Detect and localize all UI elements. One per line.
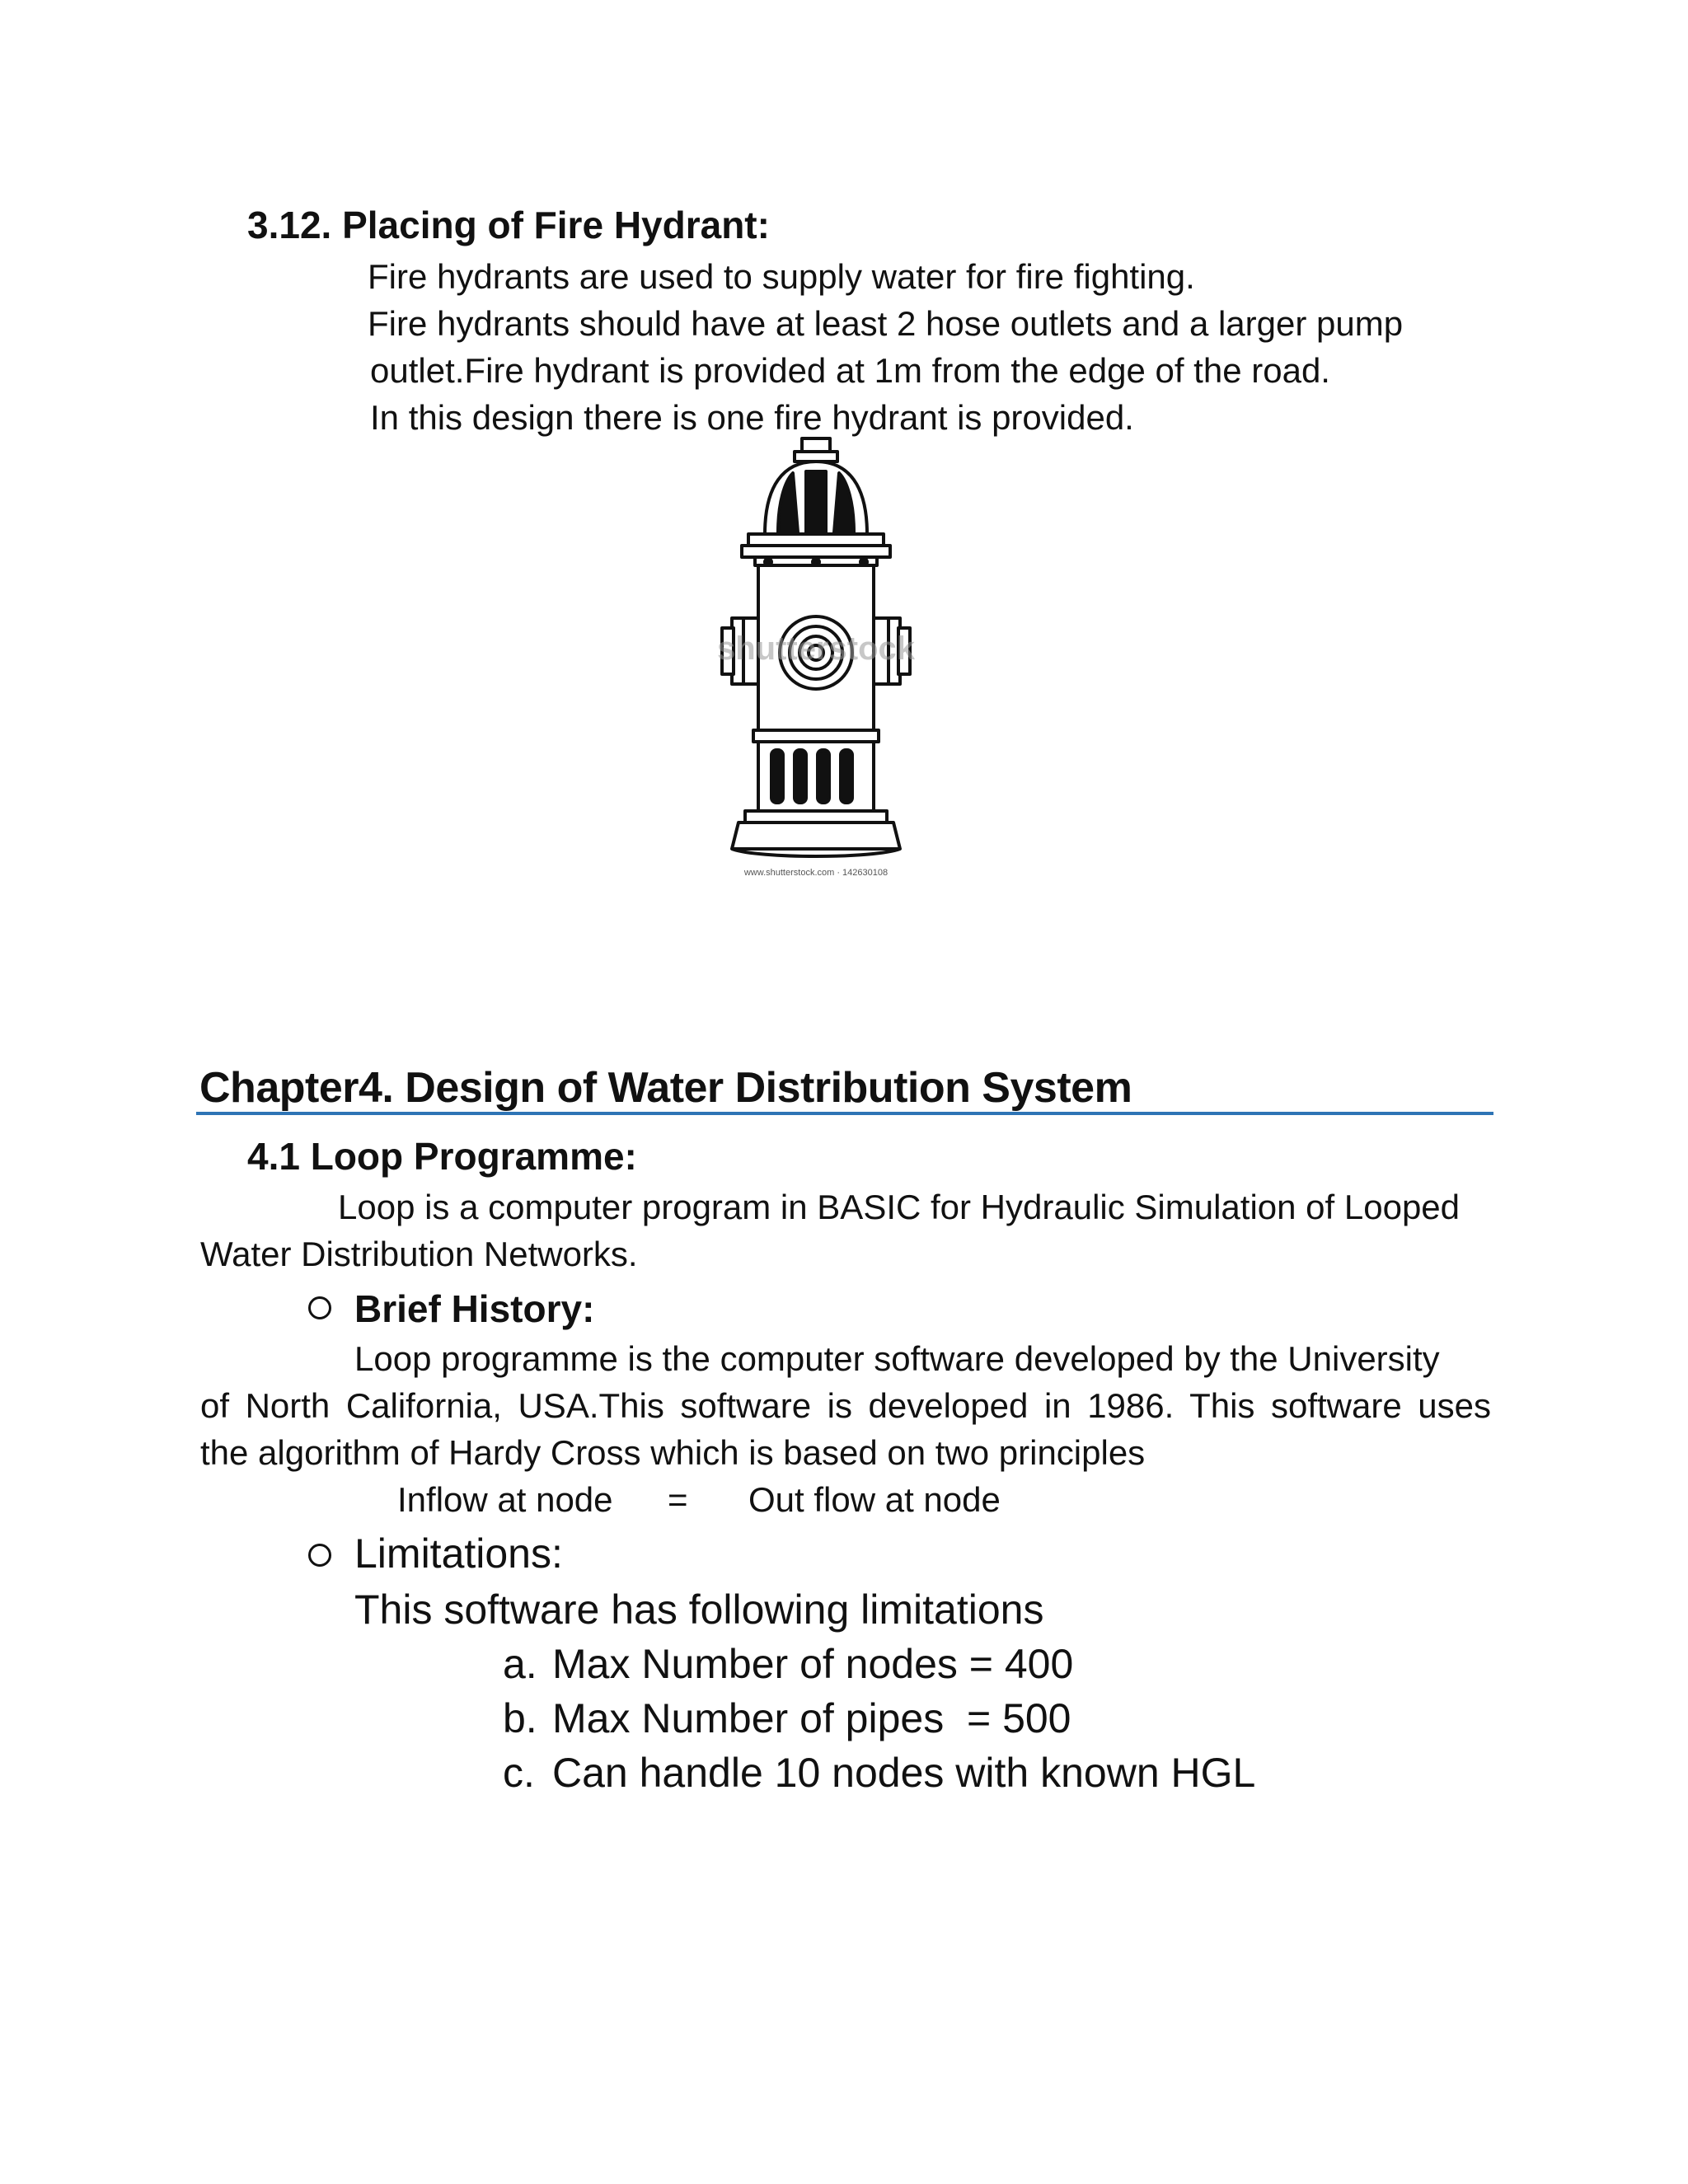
- history-line-1: Loop programme is the computer software developed by the University: [354, 1339, 1440, 1378]
- limitation-item-a: [503, 1643, 537, 1685]
- brief-history-heading: Brief History:: [354, 1287, 595, 1330]
- limitation-item-b: [503, 1695, 537, 1741]
- limitations-heading: Limitations:: [354, 1530, 563, 1577]
- limitations-intro: This software has following limitations: [354, 1586, 1044, 1633]
- equation-right: Out flow at node: [748, 1480, 1001, 1519]
- limitation-item-b-text: Max Number of pipes = 500: [552, 1695, 1071, 1741]
- fire-hydrant-icon: [692, 437, 940, 882]
- fire-hydrant-para-line-3: outlet.Fire hydrant is provided at 1m from the edge of the road.: [370, 351, 1330, 390]
- chapter-4-title: Chapter4. Design of Water Distribution System: [199, 1064, 1132, 1112]
- brief-history-bullet: [308, 1296, 331, 1324]
- chapter-rule: [196, 1112, 1493, 1115]
- section-4-1-title: 4.1 Loop Programme:: [247, 1135, 637, 1178]
- fire-hydrant-figure: [692, 437, 940, 882]
- limitation-item-a-text: Max Number of nodes = 400: [552, 1641, 1074, 1687]
- limitations-bullet: [308, 1544, 331, 1571]
- hydrant-credit: www.shutterstock.com · 142630108: [743, 868, 889, 878]
- fire-hydrant-para-line-2: Fire hydrants should have at least 2 hose outlets and a larger pump: [368, 304, 1404, 343]
- equation-left: Inflow at node: [397, 1480, 613, 1519]
- hollow-bullet-icon: [308, 1296, 331, 1319]
- limitation-item-c: [503, 1750, 535, 1796]
- limitation-item-c-text: Can handle 10 nodes with known HGL: [552, 1750, 1256, 1796]
- hollow-bullet-icon: [308, 1544, 331, 1567]
- fire-hydrant-para-line-1: Fire hydrants are used to supply water for fire fighting.: [368, 257, 1195, 296]
- list-marker: c.: [503, 1750, 535, 1796]
- section-3-12-title: 3.12. Placing of Fire Hydrant:: [247, 204, 770, 246]
- history-line-2: of North California, USA.This software is developed in 1986. This software uses: [200, 1386, 1491, 1425]
- fire-hydrant-para-line-4: In this design there is one fire hydrant is provided.: [370, 398, 1134, 437]
- history-line-3: the algorithm of Hardy Cross which is based on two principles: [200, 1433, 1146, 1472]
- list-marker: b.: [503, 1695, 537, 1741]
- loop-para-line-2: Water Distribution Networks.: [200, 1235, 638, 1273]
- loop-para-line-1: Loop is a computer program in BASIC for Hydraulic Simulation of Looped: [338, 1188, 1461, 1226]
- hydrant-watermark: shutterstock: [716, 630, 916, 667]
- equation-sign: =: [668, 1480, 688, 1519]
- list-marker: a.: [503, 1641, 537, 1687]
